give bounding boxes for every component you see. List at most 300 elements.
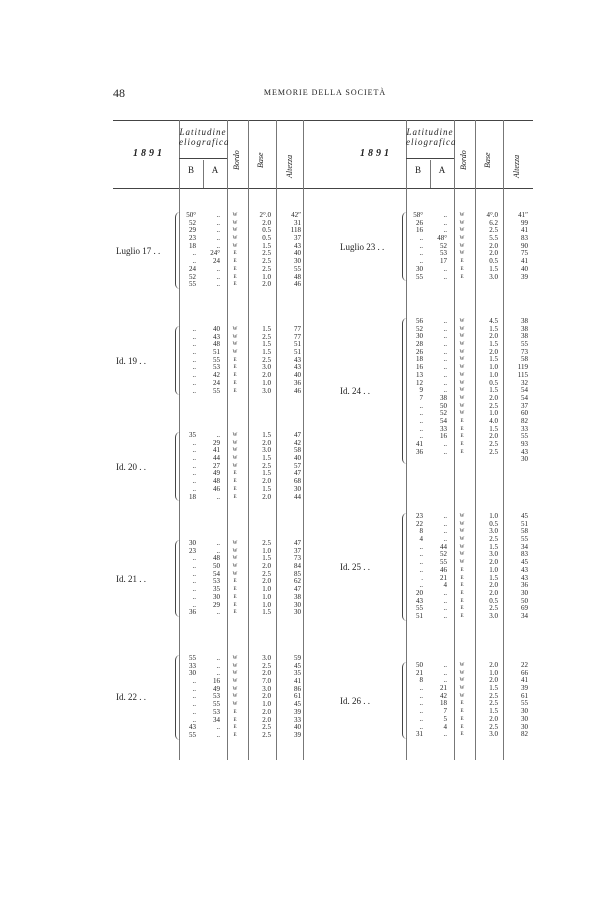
value-bordo: W [232, 671, 238, 677]
value-b: 51 [416, 611, 423, 620]
value-bordo: E [460, 449, 464, 455]
value-b: .. [192, 707, 196, 716]
value-bordo: W [459, 365, 465, 371]
value-base: 3.0 [489, 527, 498, 536]
col-b-values [406, 513, 423, 621]
value-alt: 82 [521, 730, 528, 739]
value-b: 13 [416, 370, 423, 379]
value-alt: 45 [521, 558, 528, 567]
value-b: .. [192, 249, 196, 258]
value-base: 2.0 [262, 477, 271, 486]
value-b: .. [192, 715, 196, 724]
value-alt: 46 [294, 280, 301, 289]
col-alt-values [504, 318, 528, 464]
value-alt: 58 [521, 355, 528, 364]
value-a: 38 [440, 393, 447, 402]
value-b: .. [192, 340, 196, 349]
col-b-values [406, 662, 423, 739]
base-header: Base [483, 152, 492, 168]
value-base: 1.5 [262, 431, 271, 439]
value-base: 1.0 [262, 700, 271, 709]
value-base: 2.0 [262, 707, 271, 716]
value-a: 55 [213, 700, 220, 709]
value-alt: 93 [521, 440, 528, 448]
value-bordo: W [459, 693, 465, 699]
col-base-values [476, 513, 498, 621]
value-alt: 39 [294, 730, 301, 739]
value-bordo: W [232, 243, 238, 249]
value-a: .. [216, 492, 220, 501]
value-b: 23 [416, 512, 423, 520]
value-base: 2.0 [489, 249, 498, 258]
value-alt: 43 [294, 363, 301, 372]
value-base: 2.5 [489, 691, 498, 700]
col-b-values [179, 432, 196, 501]
value-base: 2.5 [262, 257, 271, 266]
value-a: .. [443, 596, 447, 605]
table-header-rule [113, 188, 533, 189]
latitude-rule [406, 158, 454, 159]
col-a-values [430, 662, 447, 739]
value-bordo: W [459, 236, 465, 242]
value-alt: 54 [521, 386, 528, 395]
value-base: 3.0 [262, 363, 271, 372]
value-a: .. [443, 355, 447, 364]
value-b: 31 [416, 730, 423, 739]
value-a: .. [216, 272, 220, 281]
col-bordo-values [455, 513, 469, 621]
value-base: 1.0 [489, 565, 498, 574]
value-b: .. [192, 684, 196, 693]
value-alt: 58 [521, 527, 528, 536]
value-a: .. [443, 363, 447, 372]
value-alt: 43 [521, 565, 528, 574]
value-a: 51 [213, 348, 220, 357]
latitude-header-line2: eliografica [179, 137, 230, 147]
value-a: 21 [440, 573, 447, 582]
value-bordo: W [459, 349, 465, 355]
value-bordo: W [232, 656, 238, 661]
value-b: 35 [189, 431, 196, 439]
value-a: .. [443, 730, 447, 739]
value-base: 0.5 [489, 378, 498, 387]
value-alt: 45 [294, 661, 301, 670]
value-b: 26 [416, 218, 423, 227]
group-date-label: Luglio 23 . . [340, 241, 385, 252]
value-a: 46 [440, 565, 447, 574]
value-base: 2.5 [489, 226, 498, 235]
value-alt: 43 [521, 573, 528, 582]
value-bordo: W [232, 334, 238, 340]
col-b-values [406, 318, 423, 456]
value-b: 43 [189, 723, 196, 732]
value-b: .. [192, 577, 196, 586]
value-alt: 39 [521, 684, 528, 693]
value-alt: 119 [517, 363, 528, 372]
value-base: 1.0 [489, 409, 498, 418]
value-b: .. [192, 325, 196, 333]
value-base: 3.0 [489, 730, 498, 739]
value-a: .. [443, 668, 447, 677]
a-header: A [211, 165, 219, 175]
group-date-label: Id. 24 . . [340, 386, 370, 397]
col-b-values [179, 540, 196, 617]
value-alt: 30 [294, 608, 301, 617]
value-base: 1.0 [262, 272, 271, 281]
value-alt: 55 [521, 432, 528, 441]
value-alt: 33 [294, 715, 301, 724]
value-bordo: W [459, 220, 465, 226]
year-header: 1891 [133, 148, 165, 159]
column-divider [303, 120, 304, 760]
value-alt: 47 [294, 539, 301, 547]
value-base: 2.0 [489, 588, 498, 597]
latitude-header: Latitudine [179, 127, 227, 137]
value-base: 2.0 [262, 218, 271, 227]
value-base: 1.5 [262, 554, 271, 563]
value-b: 8 [419, 676, 423, 685]
value-alt: 42″ [291, 211, 301, 219]
value-alt: 31 [294, 218, 301, 227]
value-alt: 43 [294, 241, 301, 250]
latitude-header-line2: eliografica [406, 137, 457, 147]
value-a: 40 [213, 325, 220, 333]
value-b: 8 [419, 527, 423, 536]
value-a: 46 [213, 484, 220, 493]
altezza-header: Altezza [512, 154, 521, 178]
value-base: 2.5 [489, 699, 498, 708]
value-base: 2.0 [489, 676, 498, 685]
value-base: 2.5 [489, 722, 498, 731]
value-base: 2.0 [489, 332, 498, 341]
value-bordo: E [460, 266, 464, 272]
value-alt: 43 [294, 355, 301, 364]
value-a: 24° [210, 249, 220, 258]
value-b: .. [419, 401, 423, 410]
value-bordo: W [459, 663, 465, 668]
year-header: 1891 [360, 148, 392, 159]
value-alt: 57 [294, 461, 301, 470]
value-b: .. [419, 249, 423, 258]
value-b: 55 [189, 280, 196, 289]
value-alt: 55 [521, 699, 528, 708]
value-alt: 33 [521, 424, 528, 433]
value-bordo: W [232, 663, 238, 669]
value-bordo: W [459, 342, 465, 348]
value-bordo: E [233, 732, 237, 738]
value-a: 48 [213, 477, 220, 486]
value-base: 2.0 [262, 577, 271, 586]
value-base: 2.0 [262, 715, 271, 724]
value-b: .. [419, 691, 423, 700]
col-bordo-values [455, 662, 469, 739]
value-bordo: W [459, 334, 465, 340]
value-a: .. [443, 370, 447, 379]
value-base: 3.0 [489, 611, 498, 620]
value-a: 35 [213, 585, 220, 594]
col-base-values [249, 655, 271, 740]
value-alt: 30 [521, 707, 528, 716]
value-bordo: E [460, 434, 464, 440]
value-base: 1.5 [489, 340, 498, 349]
value-b: 58° [413, 211, 423, 219]
value-alt: 36 [521, 581, 528, 590]
value-base: 3.0 [262, 654, 271, 662]
value-b: 50° [186, 211, 196, 219]
value-alt: 41 [521, 676, 528, 685]
col-bordo-values [228, 540, 242, 617]
value-a: 54 [213, 569, 220, 578]
value-b: .. [419, 581, 423, 590]
value-a: 43 [213, 332, 220, 341]
value-alt: 83 [521, 234, 528, 243]
value-b: .. [419, 234, 423, 243]
value-bordo: W [459, 670, 465, 676]
value-base: 1.0 [262, 378, 271, 387]
value-base: 0.5 [489, 519, 498, 528]
value-a: .. [216, 280, 220, 289]
col-alt-values [504, 513, 528, 621]
col-base-values [249, 212, 271, 289]
value-b: .. [419, 416, 423, 425]
value-a: .. [443, 519, 447, 528]
value-alt: 69 [521, 604, 528, 613]
value-base: 1.5 [489, 355, 498, 364]
value-base: 2.0 [489, 581, 498, 590]
value-bordo: W [232, 463, 238, 469]
value-bordo: W [459, 319, 465, 324]
value-alt: 90 [521, 241, 528, 250]
value-base: 3.0 [489, 550, 498, 559]
value-b: 50 [416, 661, 423, 669]
value-b: .. [419, 558, 423, 567]
value-a: .. [443, 264, 447, 273]
ba-divider [203, 160, 204, 188]
value-bordo: W [232, 556, 238, 562]
value-bordo: W [459, 395, 465, 401]
value-a: 44 [440, 542, 447, 551]
page-number: 48 [113, 86, 125, 100]
value-b: 28 [416, 340, 423, 349]
value-alt: 66 [521, 668, 528, 677]
value-base: 2.0 [262, 669, 271, 678]
value-bordo: W [232, 228, 238, 234]
value-bordo: W [459, 326, 465, 332]
value-alt: 45 [294, 700, 301, 709]
value-bordo: W [459, 529, 465, 535]
value-base: 2.0 [489, 714, 498, 723]
value-base: 2.0 [262, 280, 271, 289]
value-a: 48 [213, 554, 220, 563]
value-a: .. [216, 654, 220, 662]
value-base: 2.0 [489, 393, 498, 402]
value-b: .. [192, 677, 196, 686]
value-b: .. [192, 477, 196, 486]
value-a: .. [443, 440, 447, 448]
col-bordo-values [455, 212, 469, 281]
value-b: 36 [416, 447, 423, 456]
value-base: 2.5 [489, 447, 498, 456]
value-base: 1.5 [262, 484, 271, 493]
value-base: 1.0 [489, 512, 498, 520]
value-b: .. [419, 432, 423, 441]
value-bordo: E [460, 583, 464, 589]
value-base: 1.5 [262, 469, 271, 478]
value-base: 6.2 [489, 218, 498, 227]
value-b: .. [192, 700, 196, 709]
value-alt: 115 [517, 370, 528, 379]
col-alt-values [504, 212, 528, 281]
col-alt-values [277, 326, 301, 395]
value-a: 55 [213, 386, 220, 395]
value-base: 2.0 [262, 438, 271, 447]
value-bordo: W [459, 251, 465, 257]
value-b: 36 [189, 608, 196, 617]
value-alt: 47 [294, 585, 301, 594]
value-alt: 41″ [518, 211, 528, 219]
value-b: .. [192, 332, 196, 341]
value-base: 2.5 [262, 461, 271, 470]
group-date-label: Id. 21 . . [116, 573, 146, 584]
value-alt: 38 [521, 332, 528, 341]
value-b: 55 [416, 272, 423, 281]
value-b: .. [192, 378, 196, 387]
value-base: 1.0 [262, 546, 271, 555]
value-bordo: E [233, 373, 237, 379]
value-bordo: E [460, 701, 464, 707]
value-a: .. [216, 211, 220, 219]
value-bordo: W [232, 213, 238, 218]
value-b: .. [192, 484, 196, 493]
value-alt: 40 [294, 249, 301, 258]
value-alt: 22 [521, 661, 528, 669]
value-bordo: E [460, 259, 464, 265]
value-a: 41 [213, 446, 220, 455]
value-alt: 73 [294, 554, 301, 563]
value-alt: 41 [294, 677, 301, 686]
value-base: 1.5 [489, 424, 498, 433]
value-base: 1.0 [262, 592, 271, 601]
value-a: 49 [213, 684, 220, 693]
value-b: 41 [416, 440, 423, 448]
value-a: 52 [440, 241, 447, 250]
value-a: 42 [440, 691, 447, 700]
value-bordo: E [233, 587, 237, 593]
value-alt: 40 [521, 264, 528, 273]
value-b: 26 [416, 347, 423, 356]
value-base: 1.5 [489, 684, 498, 693]
value-base: 0.5 [489, 596, 498, 605]
value-bordo: W [459, 243, 465, 249]
value-b: .. [419, 565, 423, 574]
value-base: 2°.0 [259, 211, 271, 219]
value-bordo: E [460, 274, 464, 280]
value-a: .. [443, 661, 447, 669]
col-base-values [476, 212, 498, 281]
value-a: .. [443, 332, 447, 341]
value-b: 30 [189, 539, 196, 547]
value-bordo: E [233, 365, 237, 371]
col-bordo-values [455, 318, 469, 456]
value-bordo: E [460, 575, 464, 581]
value-bordo: E [233, 251, 237, 257]
value-b: 29 [189, 226, 196, 235]
value-a: .. [443, 527, 447, 536]
value-alt: 30 [294, 600, 301, 609]
value-alt: 41 [521, 257, 528, 266]
value-a: .. [443, 588, 447, 597]
base-header: Base [256, 152, 265, 168]
group-date-label: Id. 22 . . [116, 692, 146, 703]
value-bordo: E [460, 442, 464, 447]
value-a: .. [216, 264, 220, 273]
value-base: 4°.0 [486, 211, 498, 219]
value-a: 16 [213, 677, 220, 686]
running-head: MEMORIE DELLA SOCIETÀ [263, 88, 387, 97]
value-base: 2.0 [262, 492, 271, 501]
value-alt: 59 [294, 654, 301, 662]
value-a: .. [216, 546, 220, 555]
value-a: .. [216, 608, 220, 617]
value-b: . [421, 573, 423, 582]
value-a: 44 [213, 454, 220, 463]
value-bordo: W [459, 403, 465, 409]
value-alt: 75 [521, 249, 528, 258]
value-bordo: W [232, 433, 238, 438]
value-bordo: W [459, 411, 465, 417]
value-base: 2.5 [489, 535, 498, 544]
value-a: .. [216, 539, 220, 547]
value-bordo: W [459, 552, 465, 558]
value-b: .. [419, 550, 423, 559]
value-bordo: E [233, 610, 237, 616]
value-bordo: W [459, 560, 465, 566]
value-b: 18 [416, 355, 423, 364]
value-alt: 30 [294, 257, 301, 266]
value-bordo: E [460, 716, 464, 722]
value-a: .. [443, 611, 447, 620]
value-b: 55 [189, 730, 196, 739]
value-base: 2.5 [489, 401, 498, 410]
value-a: .. [443, 340, 447, 349]
value-base: 5.5 [489, 234, 498, 243]
value-base: 2.5 [262, 723, 271, 732]
value-bordo: W [459, 357, 465, 363]
value-alt: 58 [294, 446, 301, 455]
value-alt: 50 [521, 596, 528, 605]
value-alt: 99 [521, 218, 528, 227]
value-bordo: W [232, 448, 238, 454]
value-b: 56 [416, 317, 423, 325]
value-alt: 68 [294, 477, 301, 486]
value-a: 49 [213, 469, 220, 478]
value-bordo: W [459, 388, 465, 394]
value-b: 4 [419, 535, 423, 544]
latitude-rule [179, 158, 227, 159]
value-alt: 39 [521, 272, 528, 281]
value-a: 7 [443, 707, 447, 716]
value-alt: 42 [294, 438, 301, 447]
value-alt: 34 [521, 542, 528, 551]
value-bordo: W [459, 213, 465, 218]
col-a-values [203, 655, 220, 740]
value-a: 4 [443, 581, 447, 590]
value-b: 24 [189, 264, 196, 273]
group-date-label: Luglio 17 . . [116, 245, 161, 256]
value-base: 2.0 [262, 562, 271, 571]
value-alt: 30 [521, 455, 528, 464]
value-a: .. [443, 211, 447, 219]
